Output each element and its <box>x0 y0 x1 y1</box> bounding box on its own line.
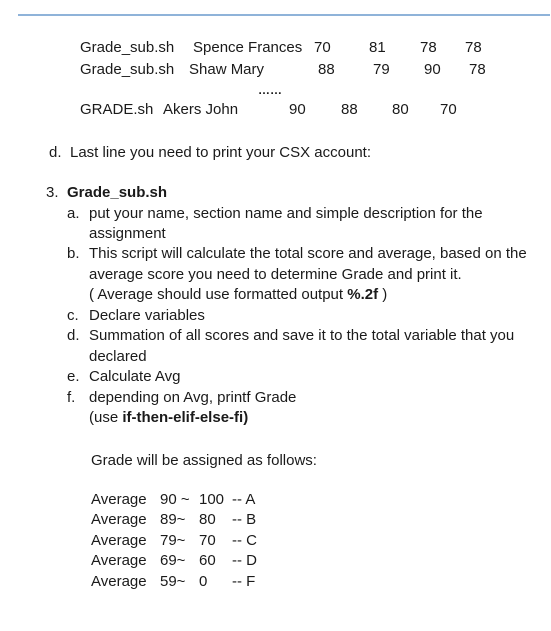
note-bold: if-then-elif-else-fi) <box>122 409 249 426</box>
list-label: e. <box>67 368 80 385</box>
grade-scale-row <box>0 573 551 593</box>
note-bold: %.2f <box>347 286 379 303</box>
grade-scale-row <box>0 532 551 552</box>
average-word: Average <box>91 552 147 569</box>
list-item-text: Declare variables <box>89 307 205 324</box>
range-from: 79~ <box>160 532 186 549</box>
range-from: 90 ~ <box>160 491 190 508</box>
grade-scale-row <box>0 511 551 531</box>
score: 88 <box>341 101 358 118</box>
list-item-text: Last line you need to print your CSX account: <box>70 144 372 161</box>
file-name: Grade_sub.sh <box>80 61 175 78</box>
list-item-text: declared <box>89 348 147 365</box>
score: 78 <box>420 39 437 56</box>
score: 70 <box>314 39 331 56</box>
range-to: 100 <box>199 491 225 508</box>
ellipsis: …… <box>258 83 282 97</box>
grade-letter: -- F <box>232 573 256 590</box>
score: 81 <box>369 39 386 56</box>
list-item-text: put your name, section name and simple description for the <box>89 205 483 222</box>
note-text: ( Average should use formatted output <box>89 286 348 303</box>
list-label: d. <box>49 144 62 161</box>
student-name: Shaw Mary <box>189 61 265 78</box>
score: 90 <box>289 101 306 118</box>
format-note <box>89 286 387 303</box>
file-name: Grade_sub.sh <box>80 39 175 56</box>
list-item-text: This script will calculate the total score and average, based on the <box>89 245 527 262</box>
average-word: Average <box>91 491 147 508</box>
list-item-text: average score you need to determine Grade and print it. <box>89 266 462 283</box>
section-title: Grade_sub.sh <box>67 184 168 201</box>
list-item-text: Summation of all scores and save it to the total variable that you <box>89 327 515 344</box>
list-label: f. <box>67 389 76 406</box>
student-name: Spence Frances <box>193 39 303 56</box>
range-to: 0 <box>199 573 208 590</box>
list-label: a. <box>67 205 80 222</box>
range-to: 80 <box>199 511 216 528</box>
list-item-text: depending on Avg, printf Grade <box>89 389 297 406</box>
grade-letter: -- B <box>232 511 257 528</box>
file-name: GRADE.sh <box>80 101 154 118</box>
table-row <box>0 101 551 121</box>
score: 79 <box>373 61 390 78</box>
average-word: Average <box>91 573 147 590</box>
note-text: (use <box>89 409 123 426</box>
range-to: 60 <box>199 552 216 569</box>
score: 90 <box>424 61 441 78</box>
student-name: Akers John <box>163 101 239 118</box>
table-row <box>0 61 551 81</box>
score: 78 <box>469 61 486 78</box>
top-rule <box>18 14 550 16</box>
range-from: 59~ <box>160 573 186 590</box>
grade-letter: -- D <box>232 552 257 569</box>
grade-letter: -- C <box>232 532 257 549</box>
grade-scale-row <box>0 491 551 511</box>
score: 78 <box>465 39 482 56</box>
average-word: Average <box>91 511 147 528</box>
grade-scale-intro: Grade will be assigned as follows: <box>91 452 317 469</box>
average-word: Average <box>91 532 147 549</box>
section-number: 3. <box>46 184 59 201</box>
range-from: 69~ <box>160 552 186 569</box>
score: 70 <box>440 101 457 118</box>
control-note <box>89 409 248 426</box>
range-from: 89~ <box>160 511 186 528</box>
grade-letter: -- A <box>232 491 256 508</box>
score: 88 <box>318 61 335 78</box>
table-row <box>0 39 551 59</box>
list-label: b. <box>67 245 80 262</box>
note-text: ) <box>378 286 388 303</box>
score: 80 <box>392 101 409 118</box>
list-item-text: Calculate Avg <box>89 368 181 385</box>
range-to: 70 <box>199 532 216 549</box>
list-label: c. <box>67 307 79 324</box>
list-item-text: assignment <box>89 225 166 242</box>
grade-scale-row <box>0 552 551 572</box>
list-label: d. <box>67 327 80 344</box>
